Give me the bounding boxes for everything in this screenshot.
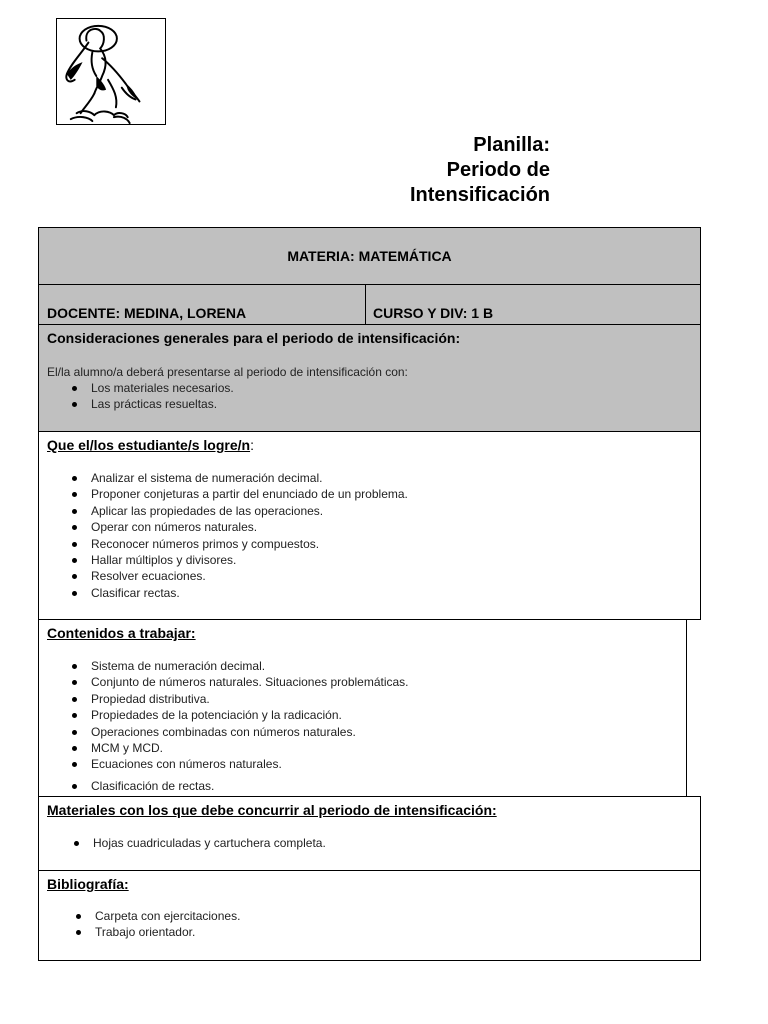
list-item: Hojas cuadriculadas y cartuchera completa. [71, 835, 326, 851]
list-item: Trabajo orientador. [73, 924, 240, 940]
list-item: Sistema de numeración decimal. [69, 658, 409, 674]
list-item: Clasificar rectas. [69, 585, 408, 601]
bibliography-list [73, 908, 240, 941]
list-item: Operar con números naturales. [69, 519, 408, 535]
list-item: MCM y MCD. [69, 740, 409, 756]
list-item: Analizar el sistema de numeración decimal. [69, 470, 408, 486]
list-item: Proponer conjeturas a partir del enunciado de un problema. [69, 486, 408, 502]
cell-divider [365, 285, 366, 324]
section-heading [47, 437, 254, 453]
materials-section [38, 796, 701, 871]
list-item: Hallar múltiplos y divisores. [69, 552, 408, 568]
section-heading: Consideraciones generales para el periodo de intensificación: [47, 330, 461, 346]
contents-section [38, 619, 687, 797]
title-line: Planilla: [473, 134, 550, 156]
list-item: Reconocer números primos y compuestos. [69, 536, 408, 552]
considerations-list [69, 380, 234, 413]
list-item: Aplicar las propiedades de las operaciones. [69, 503, 408, 519]
course-label: CURSO Y DIV: 1 B [373, 305, 494, 321]
list-item: Propiedad distributiva. [69, 691, 409, 707]
teacher-course-row [38, 284, 701, 325]
list-item: Carpeta con ejercitaciones. [73, 908, 240, 924]
considerations-intro: El/la alumno/a deberá presentarse al periodo de intensificación con: [47, 365, 408, 379]
title-line: Intensificación [409, 184, 550, 206]
contents-list [69, 658, 409, 794]
general-considerations-section [38, 324, 701, 432]
goals-list [69, 470, 408, 601]
list-item: Ecuaciones con números naturales. [69, 756, 409, 772]
subject-label: MATERIA: MATEMÁTICA [287, 248, 452, 264]
section-heading: Materiales con los que debe concurrir al periodo de intensificación: [47, 802, 497, 818]
section-heading-text: Que el/los estudiante/s logre/n [47, 437, 251, 453]
title-line: Periodo de [446, 159, 550, 181]
learning-goals-section [38, 431, 701, 620]
page-title [300, 133, 550, 208]
list-item: Conjunto de números naturales. Situaciones problemáticas. [69, 674, 409, 690]
list-item: Operaciones combinadas con números naturales. [69, 724, 409, 740]
virgin-figure-icon [57, 19, 165, 124]
list-item: Resolver ecuaciones. [69, 568, 408, 584]
list-item: Clasificación de rectas. [69, 778, 409, 794]
list-item: Los materiales necesarios. [69, 380, 234, 396]
section-heading: Bibliografía: [47, 876, 129, 892]
heading-colon: : [250, 437, 254, 453]
subject-row [38, 227, 701, 285]
list-item: Propiedades de la potenciación y la radicación. [69, 707, 409, 723]
school-logo [56, 18, 166, 125]
teacher-label: DOCENTE: MEDINA, LORENA [47, 305, 247, 321]
list-item: Las prácticas resueltas. [69, 396, 234, 412]
section-heading: Contenidos a trabajar: [47, 625, 196, 641]
bibliography-section [38, 870, 701, 961]
materials-list [71, 835, 326, 851]
